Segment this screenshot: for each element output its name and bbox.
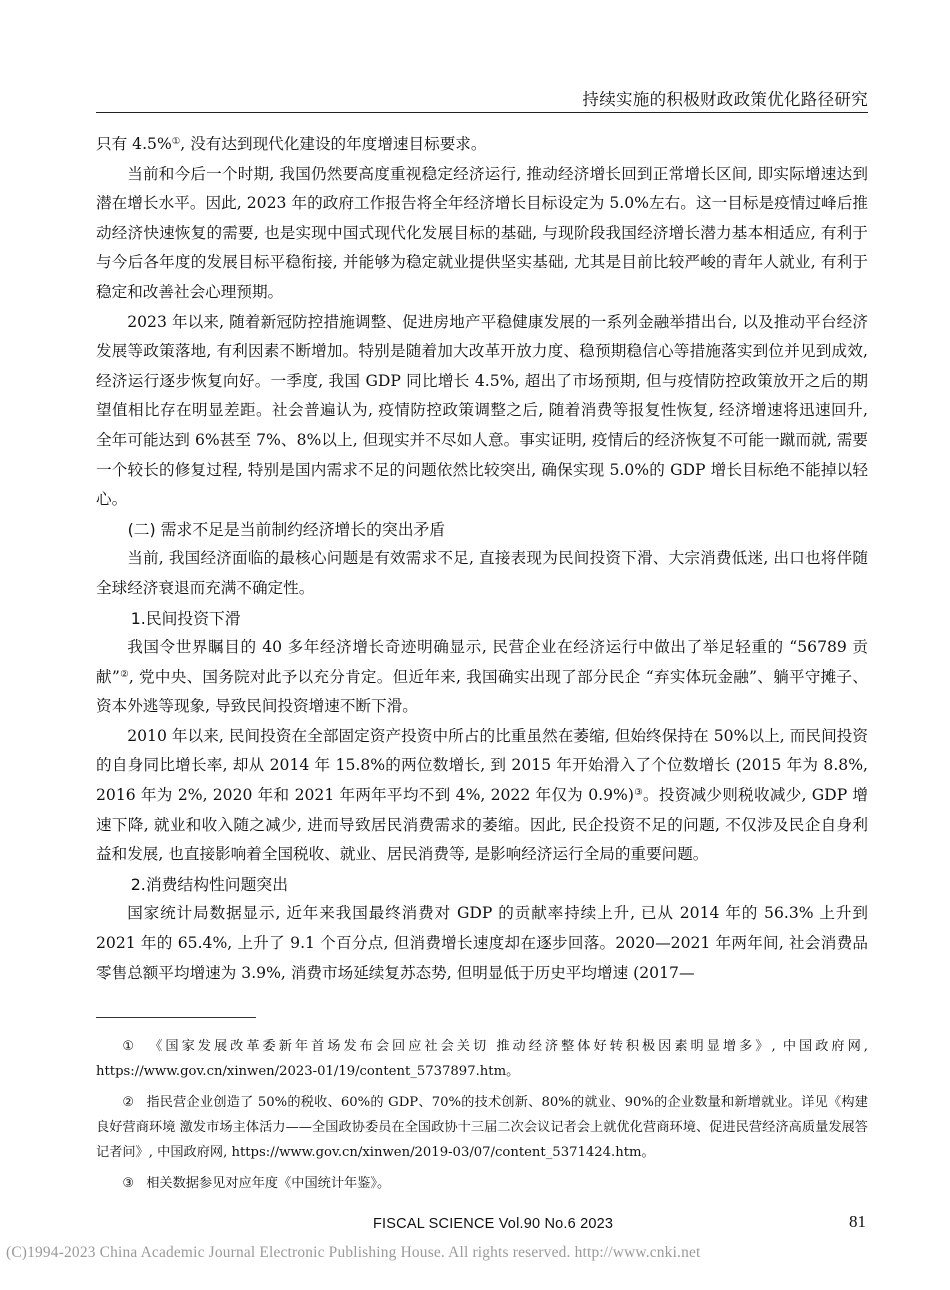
footnote-ref-2[interactable]: ②: [119, 668, 129, 680]
footnote-3-text: 相关数据参见对应年度《中国统计年鉴》。: [146, 1176, 391, 1191]
footnote-ref-1[interactable]: ①: [171, 136, 181, 147]
footnotes: [96, 1034, 868, 1202]
copyright-watermark: (C)1994-2023 China Academic Journal Electronic Publishing House. All rights reserved. http://www.cnki.net: [6, 1244, 701, 1261]
footnote-1-mark: ①: [122, 1039, 135, 1054]
subsection-heading-2: 2.消费结构性问题突出: [130, 874, 288, 894]
footnote-rule: [96, 1017, 256, 1018]
article-body: [96, 130, 868, 988]
footnote-2-text: 指民营企业创造了 50%的税收、60%的 GDP、70%的技术创新、80%的就业、90%的企业数量和新增就业。详见《构建良好营商环境 激发市场主体活力——全国政协委员在全国政协十三届二次会议记者会上就优化营商环境、促进民营经济高质量发展答记者问》, 中国政府网, https://www.gov.cn/xinwen/2019-03/07/content_5371424.htm。: [96, 1095, 868, 1160]
paragraph-1-text: 只有 4.5%: [96, 135, 172, 153]
paragraph-7: 国家统计局数据显示, 近年来我国最终消费对 GDP 的贡献率持续上升, 已从 2014 年的 56.3% 上升到 2021 年的 65.4%, 上升了 9.1 个百分点, 但消费增长速度却在逐步回落。2020—2021 年两年间, 社会消费品零售总额平均增速为 3.9%, 消费市场延续复苏态势, 但明显低于历史平均增速 (2017—: [96, 904, 868, 982]
footnote-3-mark: ③: [122, 1176, 135, 1191]
page-number: 81: [849, 1212, 866, 1231]
journal-footer: FISCAL SCIENCE Vol.90 No.6 2023: [373, 1216, 614, 1232]
paragraph-3: 2023 年以来, 随着新冠防控措施调整、促进房地产平稳健康发展的一系列金融举措出台, 以及推动平台经济发展等政策落地, 有利因素不断增加。特别是随着加大改革开放力度、稳预期稳信心等措施落实到位并见到成效, 经济运行逐步恢复向好。一季度, 我国 GDP 同比增长 4.5%, 超出了市场预期, 但与疫情防控政策放开之后的期望值相比存在明显差距。社会普遍认为, 疫情防控政策调整之后, 随着消费等报复性恢复, 经济增速将迅速回升, 全年可能达到 6%甚至 7%、8%以上, 但现实并不尽如人意。事实证明, 疫情后的经济恢复不可能一蹴而就, 需要一个较长的修复过程, 特别是国内需求不足的问题依然比较突出, 确保实现 5.0%的 GDP 增长目标绝不能掉以轻心。: [96, 312, 868, 509]
running-title: 持续实施的积极财政政策优化路径研究: [582, 90, 868, 109]
paragraph-1-rest: , 没有达到现代化建设的年度增速目标要求。: [180, 135, 487, 153]
paragraph-6: [96, 722, 868, 870]
header-rule: [96, 112, 868, 113]
footnote-1: [96, 1034, 868, 1084]
paragraph-4: 当前, 我国经济面临的最核心问题是有效需求不足, 直接表现为民间投资下滑、大宗消费低迷, 出口也将伴随全球经济衰退而充满不确定性。: [96, 549, 868, 597]
paragraph-6-text: 2010 年以来, 民间投资在全部固定资产投资中所占的比重虽然在萎缩, 但始终保持在 50%以上, 而民间投资的自身同比增长率, 却从 2014 年 15.8%的两位数增长, 到 2015 年开始滑入了个位数增长 (2015 年为 8.8%, 2016 年为 2%, 2020 年和 2021 年两年平均不到 4%, 2022 年仅为 0.9%): [96, 726, 868, 805]
footnote-ref-3[interactable]: ③: [633, 787, 644, 799]
paragraph-5: [96, 633, 868, 722]
footnote-2: [96, 1090, 868, 1165]
footnote-1-text: 《国家发展改革委新年首场发布会回应社会关切 推动经济整体好转积极因素明显增多》, 中国政府网, https://www.gov.cn/xinwen/2023-01/19/content_5737897.htm。: [96, 1039, 868, 1079]
section-heading-2: (二) 需求不足是当前制约经济增长的突出矛盾: [127, 519, 446, 539]
footnote-2-mark: ②: [122, 1095, 135, 1110]
paragraph-1: [96, 130, 868, 160]
subsection-heading-1: 1.民间投资下滑: [130, 608, 241, 628]
paragraph-5-text: 我国令世界瞩目的 40 多年经济增长奇迹明确显示, 民营企业在经济运行中做出了举足轻重的 “56789 贡献”: [96, 638, 868, 686]
paragraph-2: 当前和今后一个时期, 我国仍然要高度重视稳定经济运行, 推动经济增长回到正常增长区间, 即实际增速达到潜在增长水平。因此, 2023 年的政府工作报告将全年经济增长目标设定为 5.0%左右。这一目标是疫情过峰后推动经济快速恢复的需要, 也是实现中国式现代化发展目标的基础, 与现阶段我国经济增长潜力基本相适应, 有利于与今后各年度的发展目标平稳衔接, 并能够为稳定就业提供坚实基础, 尤其是目前比较严峻的青年人就业, 有利于稳定和改善社会心理预期。: [96, 164, 868, 301]
footnote-3: [96, 1171, 868, 1196]
paragraph-6-rest: 。投资减少则税收减少, GDP 增速下降, 就业和收入随之减少, 进而导致居民消费需求的萎缩。因此, 民企投资不足的问题, 不仅涉及民企自身利益和发展, 也直接影响着全国税收、就业、居民消费等, 是影响经济运行全局的重要问题。: [96, 786, 868, 864]
paragraph-5-rest: , 党中央、国务院对此予以充分肯定。但近年来, 我国确实出现了部分民企 “弃实体玩金融”、躺平守摊子、资本外逃等现象, 导致民间投资增速不断下滑。: [96, 667, 868, 716]
